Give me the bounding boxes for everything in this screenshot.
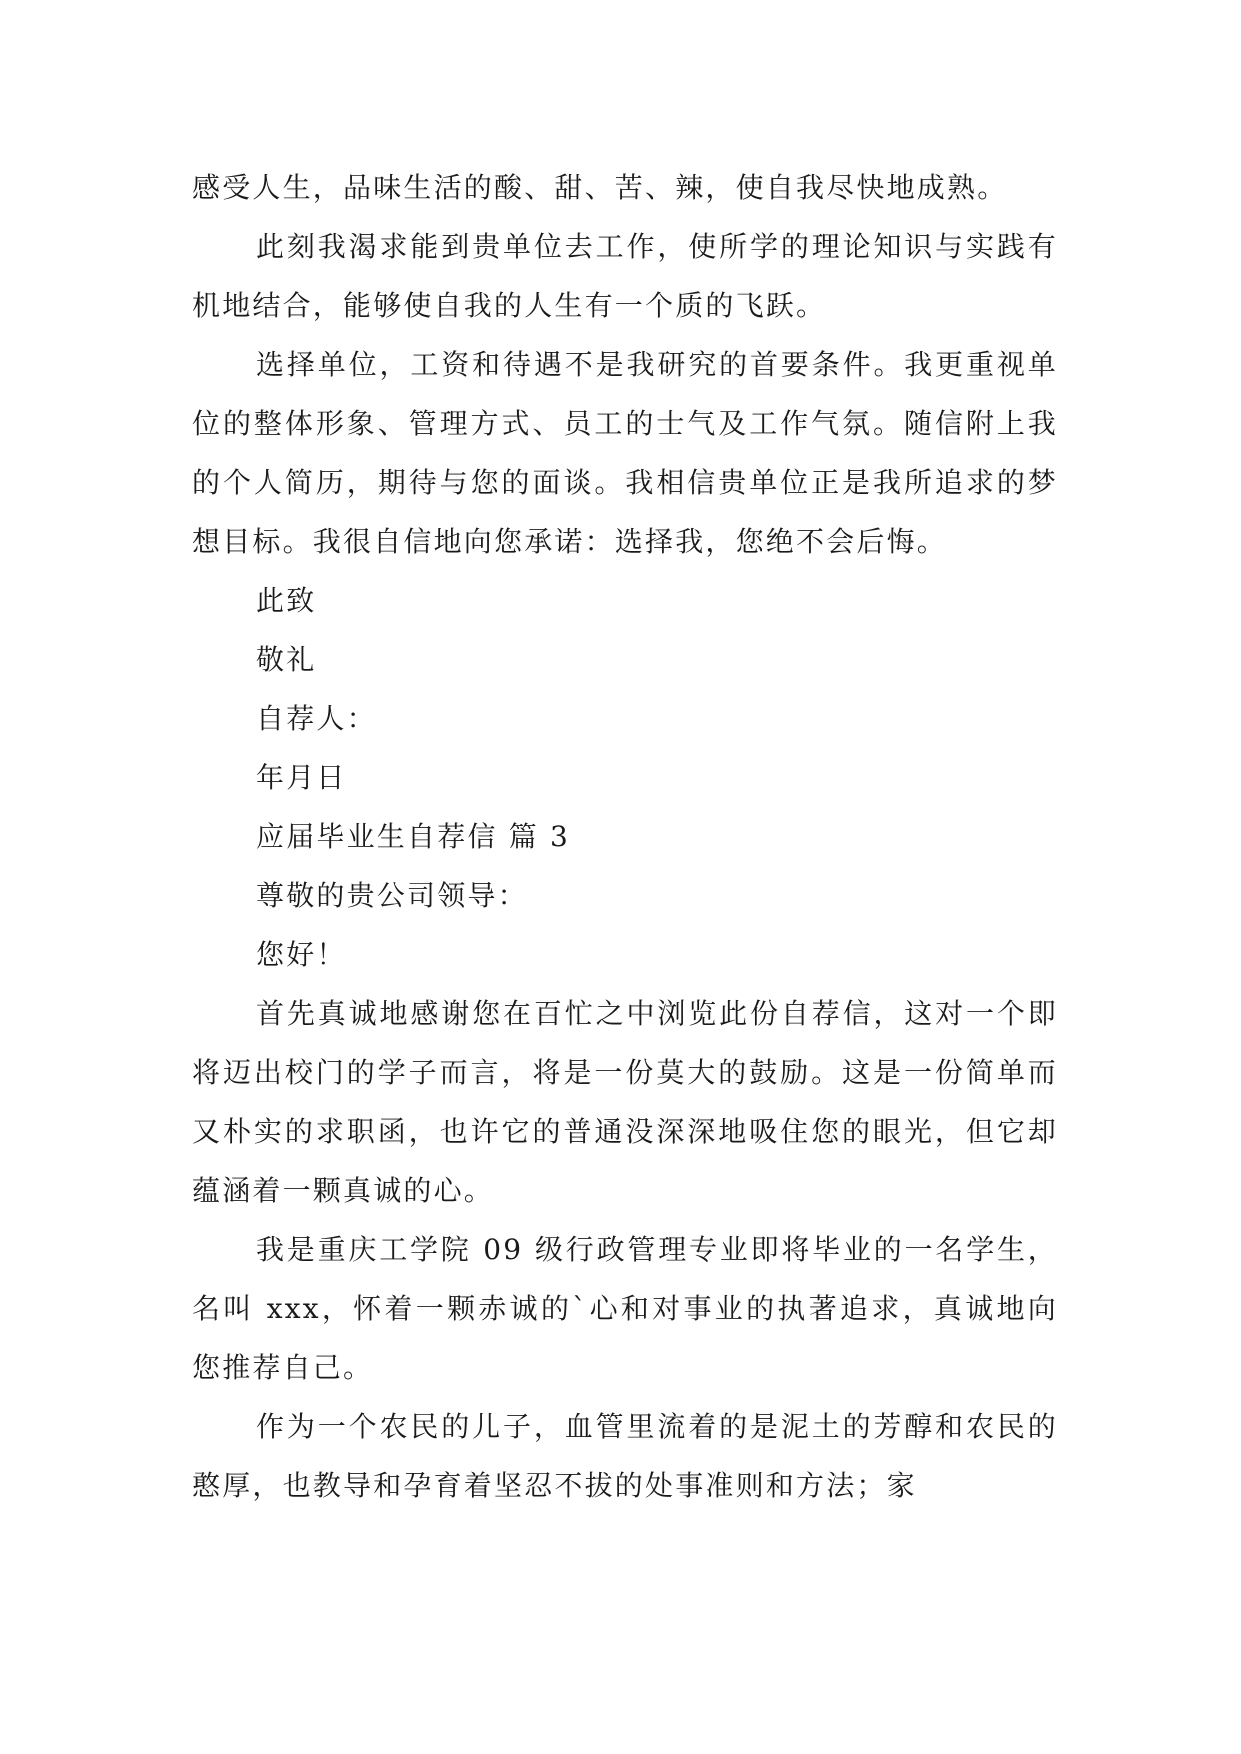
paragraph: 此刻我渴求能到贵单位去工作，使所学的理论知识与实践有机地结合，能够使自我的人生有一个质的飞跃。 bbox=[192, 230, 1058, 322]
paragraph: 选择单位，工资和待遇不是我研究的首要条件。我更重视单位的整体形象、管理方式、员工的士气及工作气氛。随信附上我的个人简历，期待与您的面谈。我相信贵单位正是我所追求的梦想目标。我很自信地向您承诺：选择我，您绝不会后悔。 bbox=[192, 348, 1058, 558]
greeting-hello: 您好！ bbox=[256, 938, 347, 971]
greeting-line: 尊敬的贵公司领导： bbox=[256, 879, 528, 912]
closing-salutation: 此致 bbox=[256, 584, 317, 617]
closing-regards: 敬礼 bbox=[256, 643, 317, 676]
paragraph-continuation: 感受人生，品味生活的酸、甜、苦、辣，使自我尽快地成熟。 bbox=[192, 171, 1008, 204]
paragraph: 作为一个农民的儿子，血管里流着的是泥土的芳醇和农民的憨厚，也教导和孕育着坚忍不拔的处事准则和方法；家 bbox=[192, 1410, 1058, 1502]
paragraph: 我是重庆工学院 09 级行政管理专业即将毕业的一名学生，名叫 xxx，怀着一颗赤诚的`心和对事业的执著追求，真诚地向您推荐自己。 bbox=[192, 1233, 1058, 1384]
document-body bbox=[192, 158, 1058, 1515]
date-line: 年月日 bbox=[256, 761, 347, 794]
signature-line: 自荐人： bbox=[256, 702, 377, 735]
paragraph: 首先真诚地感谢您在百忙之中浏览此份自荐信，这对一个即将迈出校门的学子而言，将是一份莫大的鼓励。这是一份简单而又朴实的求职函，也许它的普通没深深地吸住您的眼光，但它却蕴涵着一颗真诚的心。 bbox=[192, 997, 1058, 1207]
section-heading: 应届毕业生自荐信 篇 3 bbox=[256, 820, 571, 853]
